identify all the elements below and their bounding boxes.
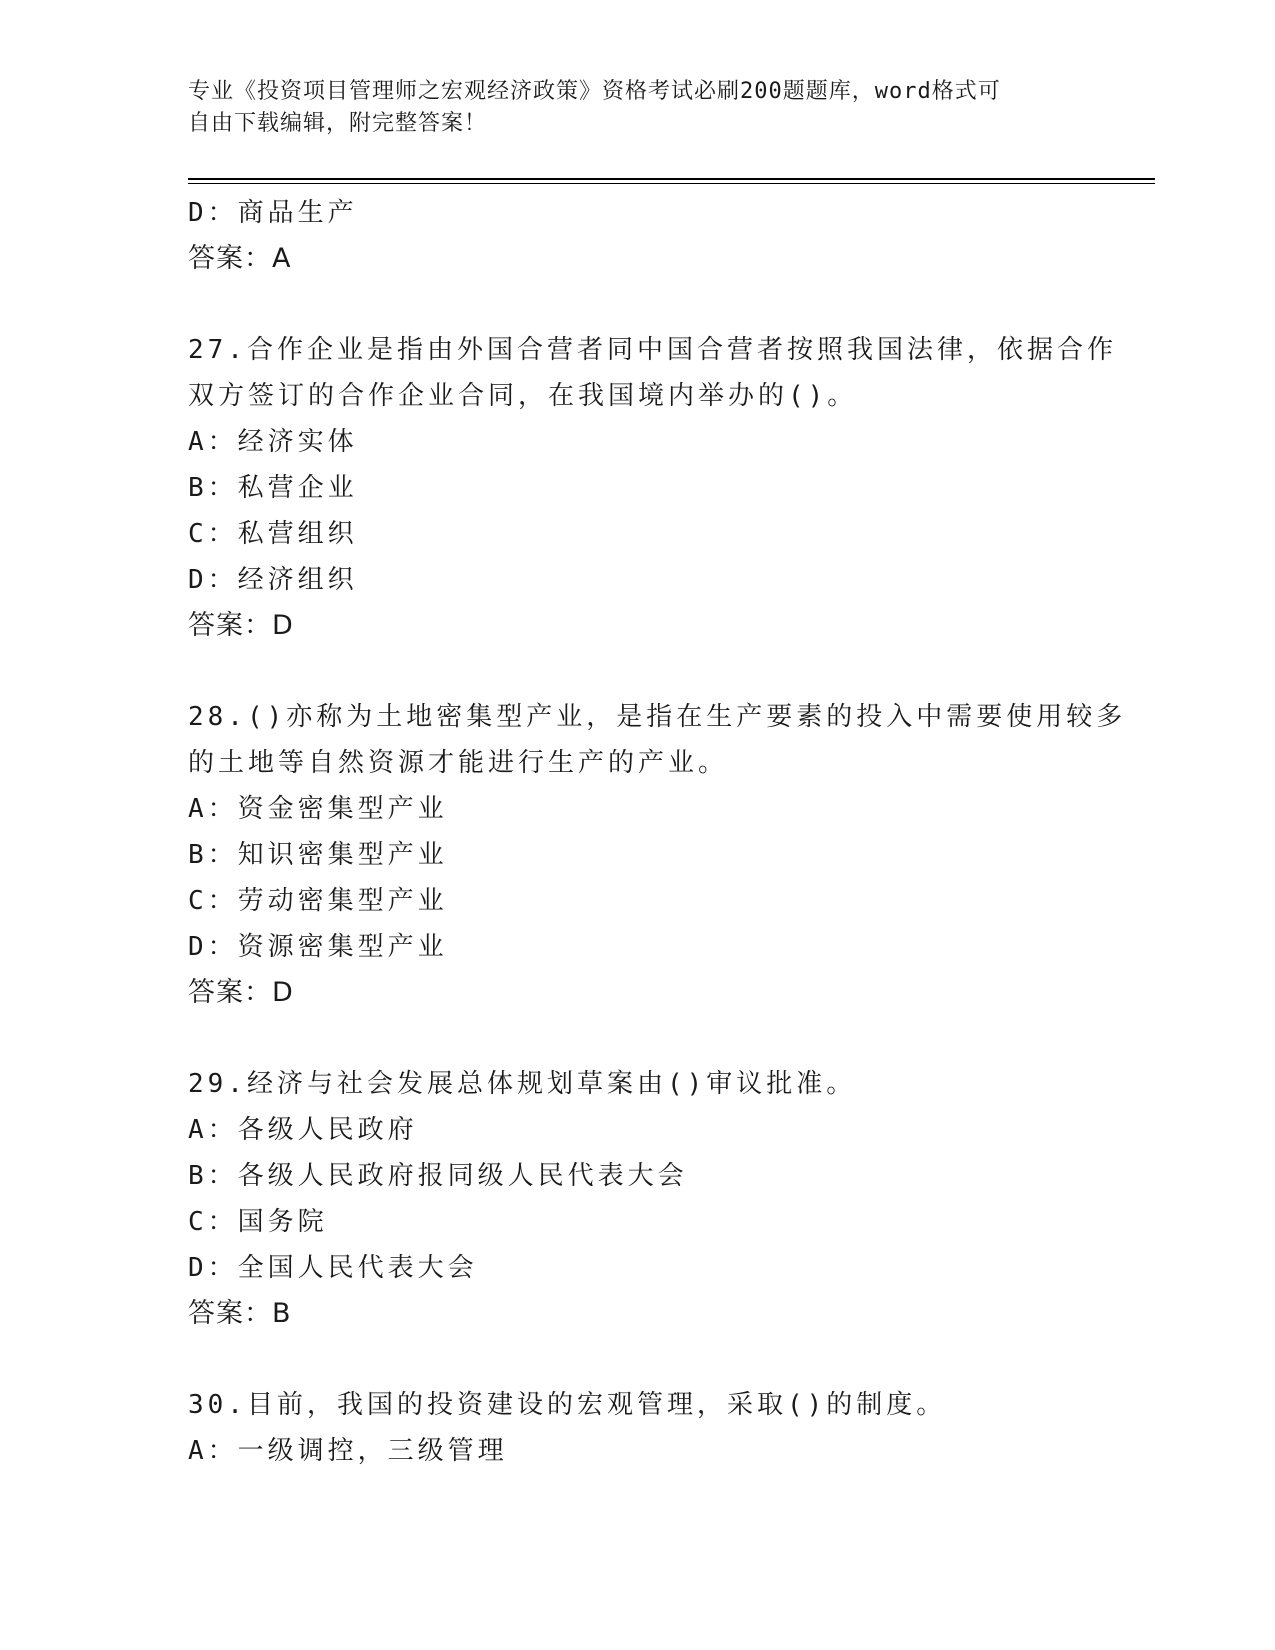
answer: 答案：B [188,1298,292,1329]
option-b: B：私营企业 [188,473,358,503]
question-stem-line-2: 双方签订的合作企业合同，在我国境内举办的()。 [188,381,858,411]
option-d: D：商品生产 [188,198,358,228]
option-a: A：各级人民政府 [188,1115,418,1145]
question-27 [188,327,1117,649]
option-a: A：经济实体 [188,427,358,457]
option-b: B：知识密集型产业 [188,840,448,870]
option-d: D：全国人民代表大会 [188,1253,478,1283]
question-28 [188,694,1127,1016]
answer: 答案：D [188,977,294,1008]
option-a: A：一级调控，三级管理 [188,1436,508,1466]
question-30 [188,1382,1088,1474]
header-line-1: 专业《投资项目管理师之宏观经济政策》资格考试必刷200题题库，word格式可 [188,79,1001,104]
answer: 答案：D [188,610,294,641]
option-d: D：资源密集型产业 [188,932,448,962]
question-content [188,190,1127,1474]
question-stem-line-1: 28.()亦称为土地密集型产业，是指在生产要素的投入中需要使用较多 [188,702,1127,732]
option-c: C：劳动密集型产业 [188,886,448,916]
option-b: B：各级人民政府报同级人民代表大会 [188,1161,688,1191]
question-stem-line-1: 27.合作企业是指由外国合营者同中国合营者按照我国法律，依据合作 [188,335,1117,365]
header-divider [188,178,1155,184]
option-c: C：私营组织 [188,519,358,549]
question-26-tail [188,190,1088,282]
question-29 [188,1061,1088,1337]
option-a: A：资金密集型产业 [188,794,448,824]
answer: 答案：A [188,243,292,274]
header-line-2: 自由下载编辑，附完整答案！ [188,111,488,136]
question-stem-line-1: 30.目前，我国的投资建设的宏观管理，采取()的制度。 [188,1390,947,1420]
question-stem-line-1: 29.经济与社会发展总体规划草案由()审议批准。 [188,1069,857,1099]
option-c: C：国务院 [188,1207,328,1237]
option-d: D：经济组织 [188,565,358,595]
question-stem-line-2: 的土地等自然资源才能进行生产的产业。 [188,748,729,778]
page-header [188,76,1088,140]
